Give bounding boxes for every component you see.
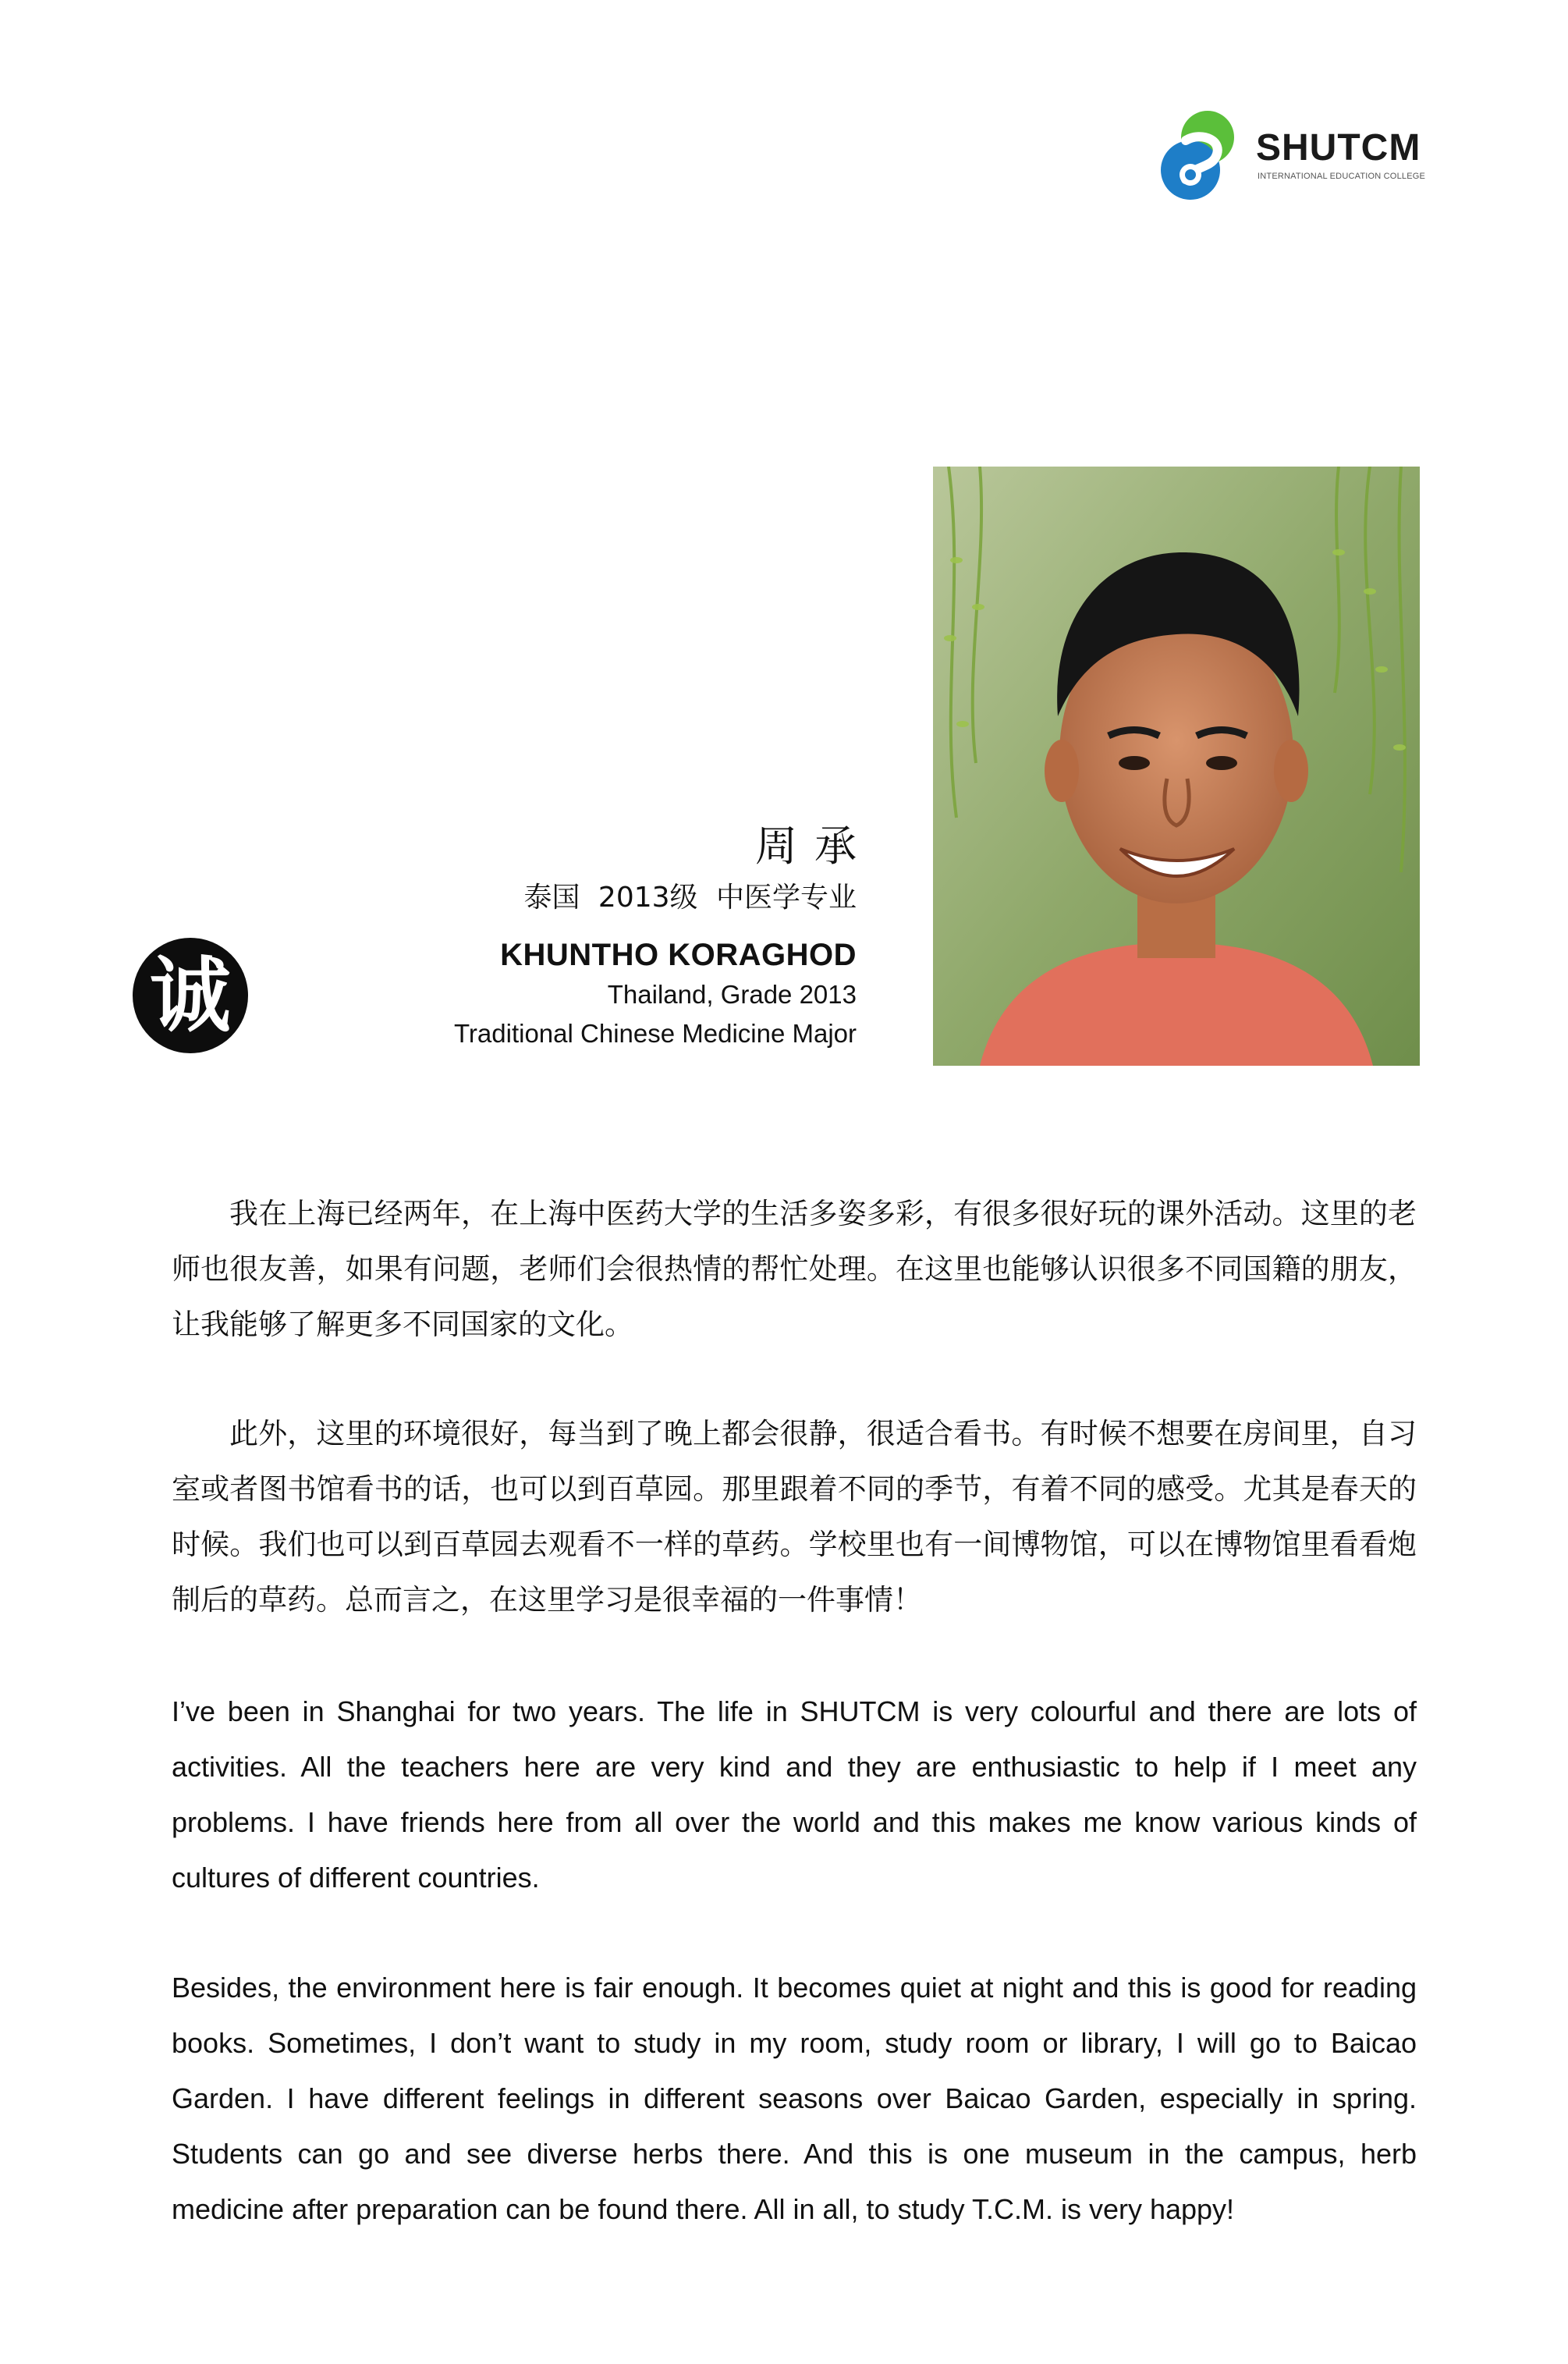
profile-info <box>310 819 874 1053</box>
name-chinese: 周承 <box>755 822 874 871</box>
shutcm-logo-icon <box>1155 109 1248 203</box>
logo-subtitle: INTERNATIONAL EDUCATION COLLEGE <box>1258 172 1426 181</box>
name-english: KHUNTHO KORAGHOD <box>500 938 857 972</box>
paragraph-chinese-1: 我在上海已经两年，在上海中医药大学的生活多姿多彩，有很多很好玩的课外活动。这里的老师也很友善，如果有问题，老师们会很热情的帮忙处理。在这里也能够认识很多不同国籍的朋友，让我能够了解更多不同国家的文化。 <box>172 1197 1417 1341</box>
paragraph-english-2: Besides, the environment here is fair enough. It becomes quiet at night and this is good for reading books. Sometimes, I don’t want to study in my room, study room or library, I will go to Baicao Garden. I have different feelings in different seasons over Baicao Garden, especially in spring. Students can go and see diverse herbs there. And this is one museum in the campus, herb medicine after preparation can be found there. All in all, to study T.C.M. is very happy! <box>172 1972 1417 2225</box>
seal-badge: 诚 <box>133 938 248 1053</box>
logo-text: SHUTCM <box>1256 127 1421 169</box>
paragraph-english-1: I’ve been in Shanghai for two years. The life in SHUTCM is very colourful and there are lots of activities. All the teachers here are very kind and they are enthusiastic to help if I meet any problems. I have friends here from all over the world and this makes me know various kinds of cultures of different countries. <box>172 1695 1417 1894</box>
info-english-country-grade: Thailand, Grade 2013 <box>607 980 857 1009</box>
portrait-photo-icon <box>933 467 1420 1066</box>
paragraph-chinese-2: 此外，这里的环境很好，每当到了晚上都会很静，很适合看书。有时候不想要在房间里，自习室或者图书馆看书的话，也可以到百草园。那里跟着不同的季节，有着不同的感受。尤其是春天的时候。我们也可以到百草园去观看不一样的草药。学校里也有一间博物馆，可以在博物馆里看看炮制后的草药。总而言之，在这里学习是很幸福的一件事情！ <box>172 1417 1417 1617</box>
portrait-photo <box>933 467 1420 1066</box>
shutcm-logo <box>1155 109 1426 203</box>
info-english-major: Traditional Chinese Medicine Major <box>453 1019 857 1048</box>
info-chinese: 泰国 2013级 中医学专业 <box>523 882 857 914</box>
